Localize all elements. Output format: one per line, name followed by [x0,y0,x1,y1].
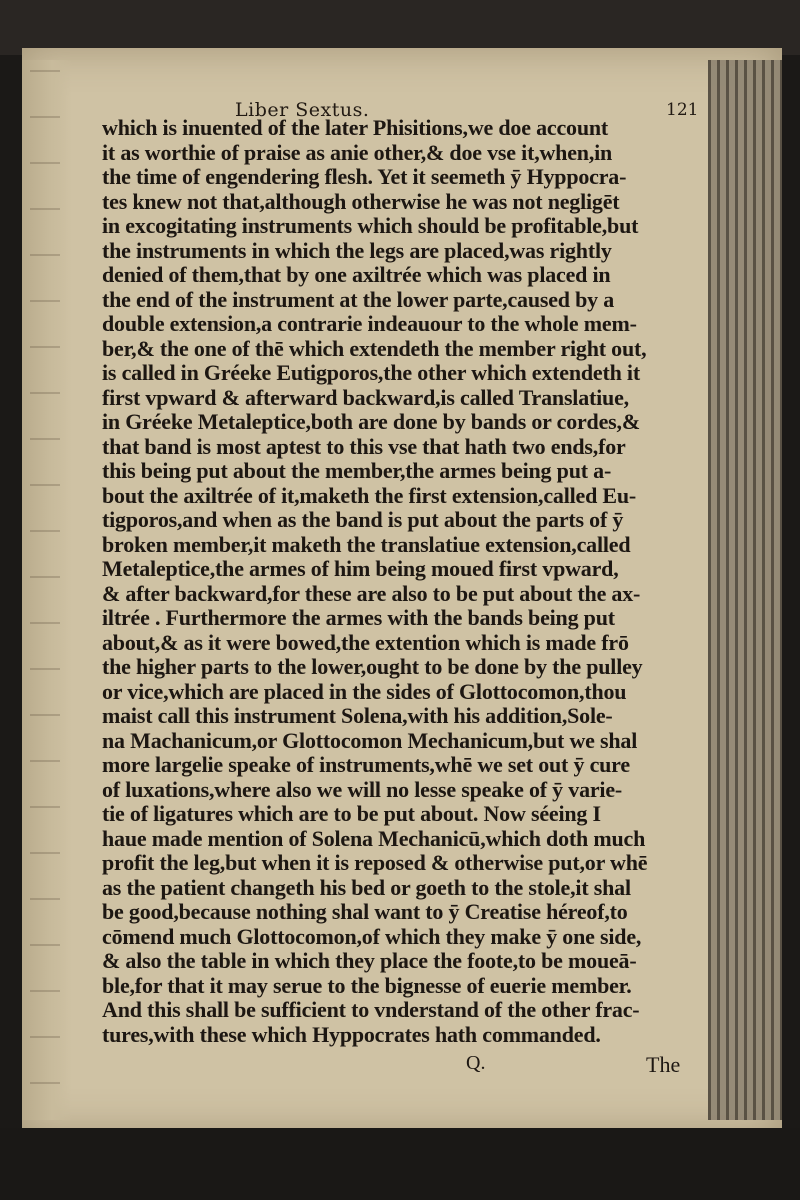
text-line: maist call this instrument Solena,with his addition,Sole- [102,703,613,728]
text-line: more largelie speake of instruments,whē we set out ȳ cure [102,752,630,777]
text-line: is called in Gréeke Eutigporos,the other which extendeth it [102,360,640,385]
catchword: The [646,1052,681,1077]
scan-background-bottom [0,1128,800,1200]
text-line: the instruments in which the legs are placed,was rightly [102,237,612,263]
text-line: profit the leg,but when it is reposed & otherwise put,or whē [102,850,648,875]
text-line: tures,with these which Hyppocrates hath commanded. [102,1021,601,1047]
text-line: And this shall be sufficient to vnderstand of the other frac- [102,997,640,1022]
body-text [102,116,702,1047]
text-line: the higher parts to the lower,ought to be done by the pulley [102,654,643,679]
page-number: 121 [666,100,699,120]
text-line: the time of engendering flesh. Yet it seemeth ȳ Hyppocra- [102,164,627,189]
text-line: bout the axiltrée of it,maketh the first extension,called Eu- [102,482,637,508]
text-line: in Gréeke Metaleptice,both are done by bands or cordes,& [102,409,640,434]
page-footer [466,1052,706,1078]
text-line: of luxations,where also we will no lesse speake of ȳ varie- [102,776,623,802]
text-line: as the patient changeth his bed or goeth to the stole,it shal [102,874,631,900]
text-line: this being put about the member,the armes being put a- [102,458,612,483]
binding-gutter [30,70,60,1110]
text-line: & also the table in which they place the foote,to be moueā- [102,948,637,973]
text-line: tes knew not that,although otherwise he was not negligēt [102,188,620,214]
text-line: denied of them,that by one axiltrée which was placed in [102,262,611,287]
text-line: be good,because nothing shal want to ȳ Creatise héreof,to [102,899,628,924]
text-line: it as worthie of praise as anie other,& doe vse it,when,in [102,139,613,165]
text-line: double extension,a contrarie indeauour to the whole mem- [102,311,637,336]
text-line: iltrée . Furthermore the armes with the bands being put [102,605,615,630]
text-line: that band is most aptest to this vse that hath two ends,for [102,433,626,459]
text-line: cōmend much Glottocomon,of which they make ȳ one side, [102,923,642,949]
text-line: Metaleptice,the armes of him being moued first vpward, [102,556,619,581]
text-line: ble,for that it may serue to the bignesse of euerie member. [102,972,632,998]
page-fore-edge-stack [708,60,782,1120]
signature-mark: Q. [466,1052,486,1074]
text-line: about,& as it were bowed,the extention which is made frō [102,629,629,655]
running-head: Liber Sextus. [235,99,370,121]
text-line: or vice,which are placed in the sides of Glottocomon,thou [102,678,627,704]
text-line: ber,& the one of thē which extendeth the member right out, [102,335,647,361]
text-line: in excogitating instruments which should be profitable,but [102,213,639,238]
text-line: tie of ligatures which are to be put about. Now séeing I [102,801,601,826]
text-line: which is inuented of the later Phisitions,we doe account [102,115,609,140]
text-line: na Machanicum,or Glottocomon Mechanicum,but we shal [102,727,638,753]
text-line: tigporos,and when as the band is put about the parts of ȳ [102,507,624,532]
text-line: & after backward,for these are also to be put about the ax- [102,580,641,606]
text-line: first vpward & afterward backward,is called Translatiue, [102,384,629,410]
scan-background-top [0,0,800,55]
text-line: the end of the instrument at the lower parte,caused by a [102,286,615,312]
text-line: broken member,it maketh the translatiue extension,called [102,531,631,557]
text-line: haue made mention of Solena Mechanicū,which doth much [102,825,646,851]
